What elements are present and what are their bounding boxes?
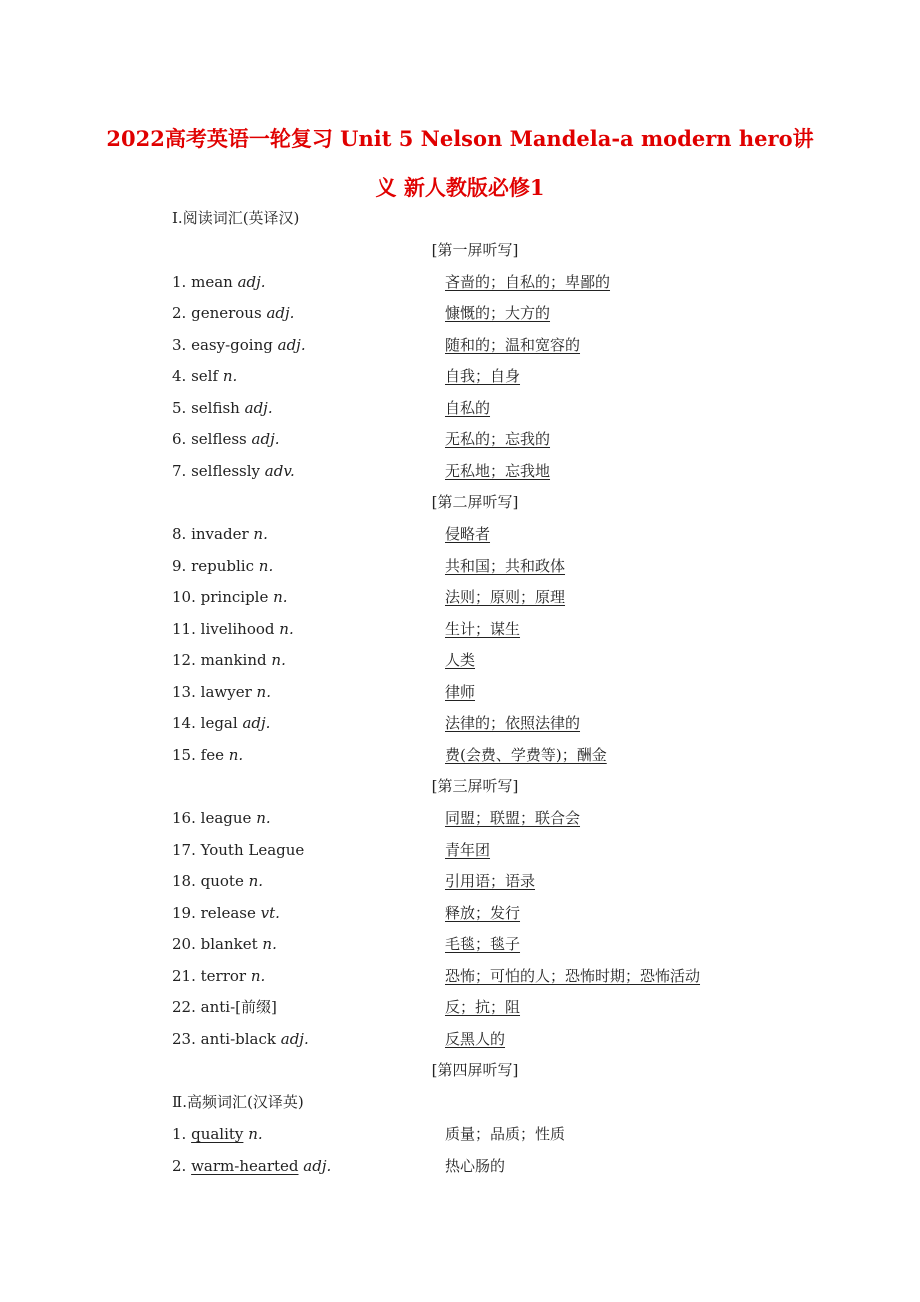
chinese-meaning: 青年团 xyxy=(445,841,491,859)
chinese-meaning: 反；抗；阻 xyxy=(445,998,521,1016)
vocab-item xyxy=(172,1123,263,1145)
item-number: 16. xyxy=(172,809,196,827)
part-of-speech: adj. xyxy=(266,304,295,322)
item-number: 11. xyxy=(172,620,196,638)
screen-label-1: [第一屏听写] xyxy=(431,241,519,259)
english-word: league xyxy=(200,809,252,827)
english-word: easy-going xyxy=(191,336,273,354)
english-word: warm-hearted xyxy=(191,1157,299,1175)
vocab-item xyxy=(172,807,271,829)
item-number: 9. xyxy=(172,557,187,575)
chinese-meaning: 热心肠的 xyxy=(445,1157,506,1175)
part-of-speech: adj. xyxy=(251,430,280,448)
item-number: 14. xyxy=(172,714,196,732)
item-number: 2. xyxy=(172,1157,187,1175)
item-number: 23. xyxy=(172,1030,196,1048)
chinese-meaning: 法律的；依照法律的 xyxy=(445,714,581,732)
chinese-meaning: 无私的；忘我的 xyxy=(445,430,551,448)
vocab-item xyxy=(172,271,266,293)
vocab-item xyxy=(172,555,273,577)
english-word: quality xyxy=(191,1125,244,1143)
chinese-meaning: 吝啬的；自私的；卑鄙的 xyxy=(445,273,611,291)
part-of-speech: adj. xyxy=(237,273,266,291)
chinese-meaning: 人类 xyxy=(445,651,476,669)
vocab-item xyxy=(172,744,243,766)
chinese-meaning: 毛毯；毯子 xyxy=(445,935,521,953)
chinese-meaning: 反黑人的 xyxy=(445,1030,506,1048)
screen-label-3: [第三屏听写] xyxy=(431,777,519,795)
chinese-meaning: 同盟；联盟；联合会 xyxy=(445,809,581,827)
vocab-item xyxy=(172,618,294,640)
english-word: mankind xyxy=(200,651,267,669)
english-word: terror xyxy=(200,967,247,985)
item-number: 19. xyxy=(172,904,196,922)
item-number: 4. xyxy=(172,367,187,385)
english-word: selfless xyxy=(191,430,247,448)
vocab-item xyxy=(172,712,270,734)
item-number: 12. xyxy=(172,651,196,669)
section-1-heading: Ⅰ.阅读词汇(英译汉) xyxy=(172,209,300,227)
chinese-meaning: 生计；谋生 xyxy=(445,620,521,638)
item-number: 10. xyxy=(172,588,196,606)
vocab-item xyxy=(172,902,280,924)
english-word: livelihood xyxy=(200,620,275,638)
vocab-item xyxy=(172,523,268,545)
english-word: principle xyxy=(200,588,269,606)
vocab-item xyxy=(172,302,294,324)
vocab-item xyxy=(172,933,277,955)
part-of-speech: n. xyxy=(271,651,286,669)
part-of-speech: n. xyxy=(256,683,271,701)
part-of-speech: n. xyxy=(248,872,264,890)
chinese-meaning: 引用语；语录 xyxy=(445,872,536,890)
document-title-line-1: 2022高考英语一轮复习 Unit 5 Nelson Mandela-a modern hero讲 xyxy=(106,126,814,151)
english-word: republic xyxy=(191,557,255,575)
item-number: 13. xyxy=(172,683,196,701)
item-number: 18. xyxy=(172,872,196,890)
part-of-speech: adj. xyxy=(303,1157,332,1175)
vocab-item xyxy=(172,681,271,703)
vocab-item xyxy=(172,870,263,892)
vocab-item xyxy=(172,586,288,608)
part-of-speech: n. xyxy=(248,1125,263,1143)
chinese-meaning: 律师 xyxy=(445,683,476,701)
english-word: selfish xyxy=(191,399,240,417)
part-of-speech: adj. xyxy=(277,336,306,354)
english-word: lawyer xyxy=(200,683,252,701)
item-number: 21. xyxy=(172,967,196,985)
english-word: anti-[前缀] xyxy=(200,998,277,1016)
document-title-line-2: 义 新人教版必修1 xyxy=(375,175,545,200)
english-word: selflessly xyxy=(191,462,261,480)
vocab-item xyxy=(172,839,304,861)
part-of-speech: n. xyxy=(250,967,266,985)
chinese-meaning: 自我；自身 xyxy=(445,367,521,385)
item-number: 17. xyxy=(172,841,196,859)
chinese-meaning: 侵略者 xyxy=(445,525,491,543)
part-of-speech: n. xyxy=(262,935,277,953)
screen-label-2: [第二屏听写] xyxy=(431,493,519,511)
item-number: 3. xyxy=(172,336,187,354)
part-of-speech: adj. xyxy=(280,1030,309,1048)
chinese-meaning: 慷慨的；大方的 xyxy=(445,304,551,322)
english-word: fee xyxy=(200,746,224,764)
part-of-speech: n. xyxy=(228,746,244,764)
item-number: 1. xyxy=(172,273,187,291)
chinese-meaning: 共和国；共和政体 xyxy=(445,557,566,575)
english-word: blanket xyxy=(200,935,258,953)
item-number: 1. xyxy=(172,1125,187,1143)
part-of-speech: n. xyxy=(273,588,288,606)
part-of-speech: adj. xyxy=(244,399,273,417)
english-word: quote xyxy=(200,872,244,890)
english-word: generous xyxy=(191,304,262,322)
part-of-speech: adv. xyxy=(264,462,295,480)
screen-label-4: [第四屏听写] xyxy=(431,1061,519,1079)
english-word: release xyxy=(200,904,256,922)
part-of-speech: adj. xyxy=(242,714,271,732)
english-word: self xyxy=(191,367,219,385)
item-number: 15. xyxy=(172,746,196,764)
item-number: 5. xyxy=(172,399,187,417)
chinese-meaning: 自私的 xyxy=(445,399,491,417)
part-of-speech: n. xyxy=(258,557,274,575)
english-word: Youth League xyxy=(200,841,305,859)
part-of-speech: vt. xyxy=(260,904,280,922)
chinese-meaning: 恐怖；可怕的人；恐怖时期；恐怖活动 xyxy=(445,967,701,985)
vocab-item xyxy=(172,1155,331,1177)
vocab-item xyxy=(172,397,273,419)
english-word: legal xyxy=(200,714,238,732)
english-word: invader xyxy=(191,525,249,543)
vocab-item xyxy=(172,460,295,482)
vocab-item xyxy=(172,996,277,1018)
item-number: 6. xyxy=(172,430,187,448)
chinese-meaning: 释放；发行 xyxy=(445,904,521,922)
part-of-speech: n. xyxy=(253,525,268,543)
chinese-meaning: 法则；原则；原理 xyxy=(445,588,566,606)
part-of-speech: n. xyxy=(222,367,238,385)
vocab-item xyxy=(172,965,265,987)
part-of-speech: n. xyxy=(256,809,271,827)
part-of-speech: n. xyxy=(279,620,294,638)
vocab-item xyxy=(172,1028,309,1050)
item-number: 20. xyxy=(172,935,196,953)
english-word: anti-black xyxy=(200,1030,276,1048)
chinese-meaning: 随和的；温和宽容的 xyxy=(445,336,581,354)
vocab-item xyxy=(172,334,306,356)
english-word: mean xyxy=(191,273,233,291)
item-number: 8. xyxy=(172,525,187,543)
chinese-meaning: 费(会费、学费等)；酬金 xyxy=(445,746,607,764)
vocab-item xyxy=(172,365,237,387)
chinese-meaning: 质量；品质；性质 xyxy=(445,1125,566,1143)
item-number: 2. xyxy=(172,304,187,322)
vocab-item xyxy=(172,428,280,450)
section-2-heading: Ⅱ.高频词汇(汉译英) xyxy=(172,1093,304,1111)
vocab-item xyxy=(172,649,286,671)
item-number: 22. xyxy=(172,998,196,1016)
item-number: 7. xyxy=(172,462,187,480)
chinese-meaning: 无私地；忘我地 xyxy=(445,462,551,480)
